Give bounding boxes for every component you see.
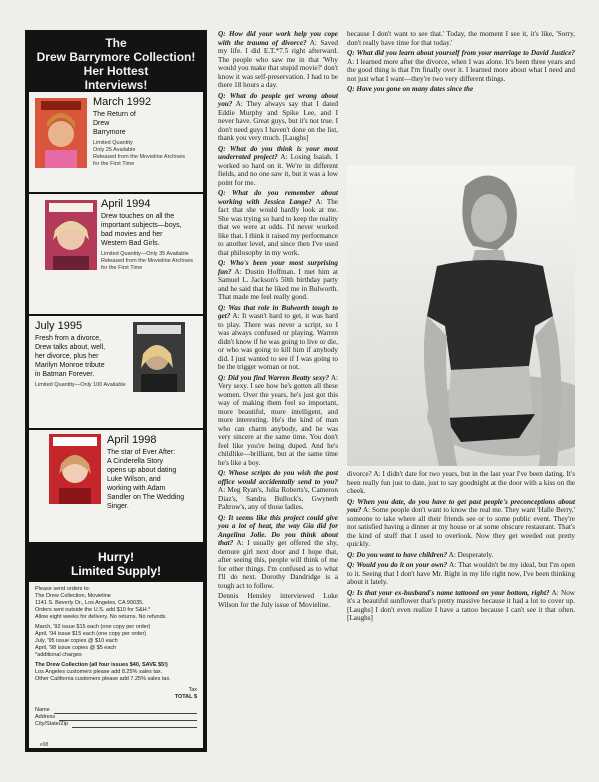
- form-intro: Allow eight weeks for delivery. No returns. No refunds.: [35, 614, 167, 620]
- field-line: [59, 714, 197, 721]
- question-text: Q: Would you do it on your own?: [347, 561, 448, 569]
- qa-paragraph: [347, 589, 575, 623]
- answer-text: A: They always say that I dated Eddie Murphy and Spike Lee, and I never have. Great guys, but it's not true. I don't need guys I haven't done on the list, thank you very much. [Laughs]: [218, 100, 338, 142]
- answer-text: A: Dustin Hoffman. I met him at Samuel L. Jackson's 50th birthday party and he said that he liked me in Bulworth. That made me feel really good.: [218, 267, 338, 301]
- question-text: Q: Who's been your most surprising fan?: [218, 259, 338, 276]
- form-tax-note: Los Angeles customers please add 8.25% sales tax.: [35, 669, 163, 675]
- offer-text: [101, 198, 199, 272]
- fine-line: Only 25 Available: [93, 147, 136, 153]
- offer-desc: A Cinderella Story: [107, 458, 164, 465]
- form-field-address[interactable]: [35, 714, 197, 721]
- qa-paragraph: [218, 469, 338, 512]
- form-intro: Orders sent outside the U.S. add $10 for S&H.*: [35, 607, 151, 613]
- offer-desc: important subjects—boys,: [101, 222, 182, 229]
- qa-paragraph: [347, 85, 575, 94]
- offer-fineprint: [35, 382, 129, 389]
- article-column-1: [218, 30, 338, 752]
- question-text: Q: How did your work help you cope with the trauma of divorce?: [218, 30, 338, 47]
- form-item[interactable]: [35, 624, 197, 631]
- form-note: *additional charges: [35, 652, 82, 658]
- sidebar-header-line: The: [105, 36, 127, 50]
- qa-paragraph: [218, 592, 338, 609]
- form-field-total[interactable]: [35, 694, 197, 701]
- form-bundle[interactable]: The Drew Collection (all four issues $40, SAVE $5!): [35, 662, 168, 668]
- answer-text: A: Losing Isaiah. I worked so hard on it. We're in different fields, and no one saw it, but it was a low point for me.: [218, 153, 338, 187]
- offer-desc: The star of Ever After:: [107, 449, 176, 456]
- form-item[interactable]: [35, 631, 197, 638]
- fine-line: for the First Time: [101, 265, 143, 271]
- answer-text: A: Now it's a beautiful sunflower that's pretty massive because it had a lot to cover up. [Laughs] I don't even realize I have a tattoo because I can't see it that often. [Laughs]: [347, 588, 575, 622]
- field-line: [54, 707, 197, 714]
- hurry-line: Hurry!: [97, 550, 134, 564]
- sidebar-header-line: Drew Barrymore Collection!: [36, 50, 196, 64]
- form-item[interactable]: [35, 645, 197, 652]
- fine-line: for the First Time: [93, 161, 135, 167]
- qa-paragraph: [347, 470, 575, 496]
- hurry-line: Limited Supply!: [71, 564, 161, 578]
- offer-fineprint: [93, 140, 199, 168]
- answer-text: A: That wouldn't be my ideal, but I'm open to it. Seeing that I don't have Mr. Right in my life right now, I've been thinking about it lately.: [347, 561, 575, 586]
- qa-paragraph: [218, 259, 338, 302]
- answer-text: A: Saved my life. I did E.T.*7.5 right afterward. The people who saw me in that 'Why would you make that stupid movie?' don't know it was self-preservation. I had to be there 18 hours a day.: [218, 38, 338, 89]
- field-label: Tax: [188, 687, 197, 693]
- fine-line: Released from the Movieline Archives: [93, 154, 186, 160]
- magazine-cover-icon: [35, 98, 87, 168]
- form-field-city[interactable]: [35, 721, 197, 728]
- question-text: Q: Have you gone on many dates since the: [347, 85, 474, 93]
- answer-text: A: I learned more after the divorce, when I was alone. It's been three years and the good thing is that I'm finally over it. I learned more about what I need and not just what I want—they're two very different things.: [347, 57, 575, 83]
- article-column-2-top: [347, 30, 575, 162]
- fine-line: Limited Quantity—Only 100 Available: [35, 382, 126, 388]
- question-text: Q: What do you think is your most underrated project?: [218, 144, 338, 161]
- qa-paragraph: [218, 92, 338, 143]
- field-label: City/State/Zip: [35, 721, 69, 727]
- answer-text: A: The fact that she would hardly look at me. She was trying so hard to keep the reality that we were at odds. I'd never worked like that. I think it raised my performance to another level, and since then I've used that philosophy in my work.: [218, 197, 338, 257]
- offer-desc: her divorce, plus her: [35, 353, 99, 360]
- offer-desc: bad movies and her: [101, 231, 163, 238]
- fine-line: Released from the Movieline Archives: [101, 258, 194, 264]
- answer-text: A: Desperately.: [448, 550, 494, 559]
- drew-collection-sidebar: [25, 30, 207, 752]
- sidebar-header-line: Interviews!: [84, 78, 148, 92]
- offer-april-1994: [29, 194, 203, 314]
- sidebar-header-line: Her Hottest: [83, 64, 149, 78]
- article-column-2-bottom: [347, 470, 575, 752]
- qa-paragraph: [218, 374, 338, 468]
- offer-april-1998: [29, 430, 203, 542]
- magazine-cover-icon: [45, 200, 97, 270]
- hurry-banner: [29, 550, 203, 578]
- answer-text: divorce? A: I didn't date for two years, but in the last year I've been dating. It's been really fun just to date, just to say goodnight at the door with a kiss on the cheek.: [347, 470, 575, 495]
- offer-desc: Drew talks about, well,: [35, 344, 106, 351]
- form-item-label: March, '92 issue $15 each (one copy per order): [35, 624, 151, 630]
- answer-text: A: Some people don't want to know the real me. They want 'Halle Berry,' someone to take where all their friends see or to some public event. They're not satisfied having a dinner at my house or at some obscure restaurant. That's the kind of stuff that I used to overlook. Now they get weeded out pretty quickly.: [347, 506, 575, 548]
- qa-paragraph: [218, 145, 338, 188]
- answer-text: because I don't want to see that.' Today, the moment I see it, it's like, 'Sorry, don't really have time for that today.': [347, 30, 575, 47]
- offer-date: March 1992: [93, 96, 152, 108]
- offer-fineprint: [101, 251, 199, 272]
- order-form: [29, 582, 203, 748]
- form-item[interactable]: [35, 638, 197, 645]
- magazine-cover-icon: [133, 322, 185, 392]
- qa-paragraph: [347, 30, 575, 47]
- fine-line: Limited Quantity: [93, 140, 133, 146]
- form-field-tax[interactable]: [35, 687, 197, 694]
- answer-text: A: Meg Ryan's, Julia Roberts's, Cameron Diaz's, Sandra Bullock's, Gwyneth Paltrow's, any of those ladies.: [218, 486, 338, 511]
- qa-paragraph: [218, 514, 338, 591]
- offer-desc: Luke Wilson, and: [107, 476, 161, 483]
- answer-text: A: It wasn't hard to get, it was hard to play. There was never a script, so I was always confused or playing. Warren didn't know if he was going to live or die, or who was going to kill him if anybody did. I just wanted to see if I was going to be the trigger woman or not.: [218, 312, 338, 371]
- form-field-name[interactable]: [35, 707, 197, 714]
- question-text: Q: What do you remember about working with Jessica Lange?: [218, 189, 338, 206]
- question-text: Q: Did you find Warren Beatty sexy?: [218, 373, 330, 382]
- offer-desc: working with Adam: [107, 485, 166, 492]
- form-intro: 1141 S. Beverly Dr., Los Angeles, CA 90035.: [35, 600, 144, 606]
- field-label: Address: [35, 714, 56, 720]
- form-intro: The Drew Collection, Movieline: [35, 593, 111, 599]
- offer-desc: Barrymore: [93, 129, 126, 136]
- offer-desc: Drew touches on all the: [101, 213, 175, 220]
- offer-date: April 1998: [107, 434, 157, 446]
- offer-desc: Drew: [93, 120, 110, 127]
- offer-date: July 1995: [35, 320, 83, 332]
- magazine-cover-icon: [49, 434, 101, 504]
- field-label: TOTAL $: [174, 694, 197, 700]
- form-intro: Please send orders to:: [35, 586, 91, 592]
- offer-text: [107, 434, 199, 511]
- qa-paragraph: [347, 49, 575, 83]
- question-text: Q: What do people get wrong about you?: [218, 91, 338, 108]
- answer-text: A: Very sexy. I see how he's gotten all these women. Over the years, he's just got this way of making them feel so important, more beautiful, more intelligent, and more interesting. He's the kind of man who can charm anybody, and he was very sincere at the same time. You don't feel like you're being duped. And he's childlike—brilliant, but at the same time he's like a boy.: [218, 373, 339, 467]
- qa-paragraph: [347, 551, 575, 560]
- answer-text: Dennis Hensley interviewed Luke Wilson for the July issue of Movieline.: [218, 592, 338, 609]
- offer-desc: Marilyn Monroe tribute: [35, 362, 105, 369]
- qa-paragraph: [347, 561, 575, 587]
- question-text: Q: It seems like this project could give you a lot of heat, the way Gia did for Angelina Jolie. Do you think about that?: [218, 513, 338, 547]
- halle-berry-photo: [347, 166, 575, 466]
- form-item-label: April, '98 issue copies @ $5 each: [35, 645, 117, 651]
- offer-text: [35, 320, 129, 389]
- offer-date: April 1994: [101, 198, 151, 210]
- field-label: Name: [35, 707, 50, 713]
- qa-paragraph: [218, 189, 338, 257]
- question-text: Q: Is that your ex-husband's name tattooed on your bottom, right?: [347, 588, 550, 597]
- offer-march-1992: [29, 92, 203, 192]
- qa-paragraph: [218, 304, 338, 372]
- question-text: Q: Whose scripts do you wish the post office would accidentally send to you?: [218, 469, 338, 486]
- question-text: Q: What did you learn about yourself from your marriage to David Justice?: [347, 49, 575, 57]
- question-text: Q: When you date, do you have to get past people's preconceptions about you?: [347, 497, 575, 514]
- question-text: Q: Was that role in Bulworth tough to get?: [218, 303, 338, 320]
- field-line: [72, 721, 197, 728]
- form-tax-note: Other California customers please add 7.25% sales tax.: [35, 676, 171, 682]
- qa-paragraph: [218, 30, 338, 90]
- question-text: Q: Do you want to have children?: [347, 550, 448, 559]
- fine-line: Limited Quantity—Only 35 Available: [101, 251, 189, 257]
- offer-desc: opens up about dating: [107, 467, 177, 474]
- answer-text: A: I usually get offered the shy, demure girl next door and I hope that, after seeing this, people will think of me for other things. I'm confused as to what I'll do next. Dorothy Dandridge is a tough act to follow.: [218, 539, 338, 590]
- offer-desc: Sandler on The Wedding Singer.: [107, 494, 185, 510]
- sidebar-header: [25, 30, 207, 96]
- page-number: e98: [40, 742, 49, 748]
- offer-desc: in Batman Forever.: [35, 371, 95, 378]
- offer-desc: Fresh from a divorce,: [35, 335, 102, 342]
- qa-paragraph: [347, 498, 575, 549]
- offer-july-1995: [29, 316, 203, 428]
- offer-desc: The Return of: [93, 111, 136, 118]
- form-item-label: July, '95 issue copies @ $10 each: [35, 638, 118, 644]
- offer-text: [93, 96, 199, 168]
- form-item-label: April, '94 issue $15 each (one copy per order): [35, 631, 147, 637]
- offer-desc: Western Bad Girls.: [101, 240, 160, 247]
